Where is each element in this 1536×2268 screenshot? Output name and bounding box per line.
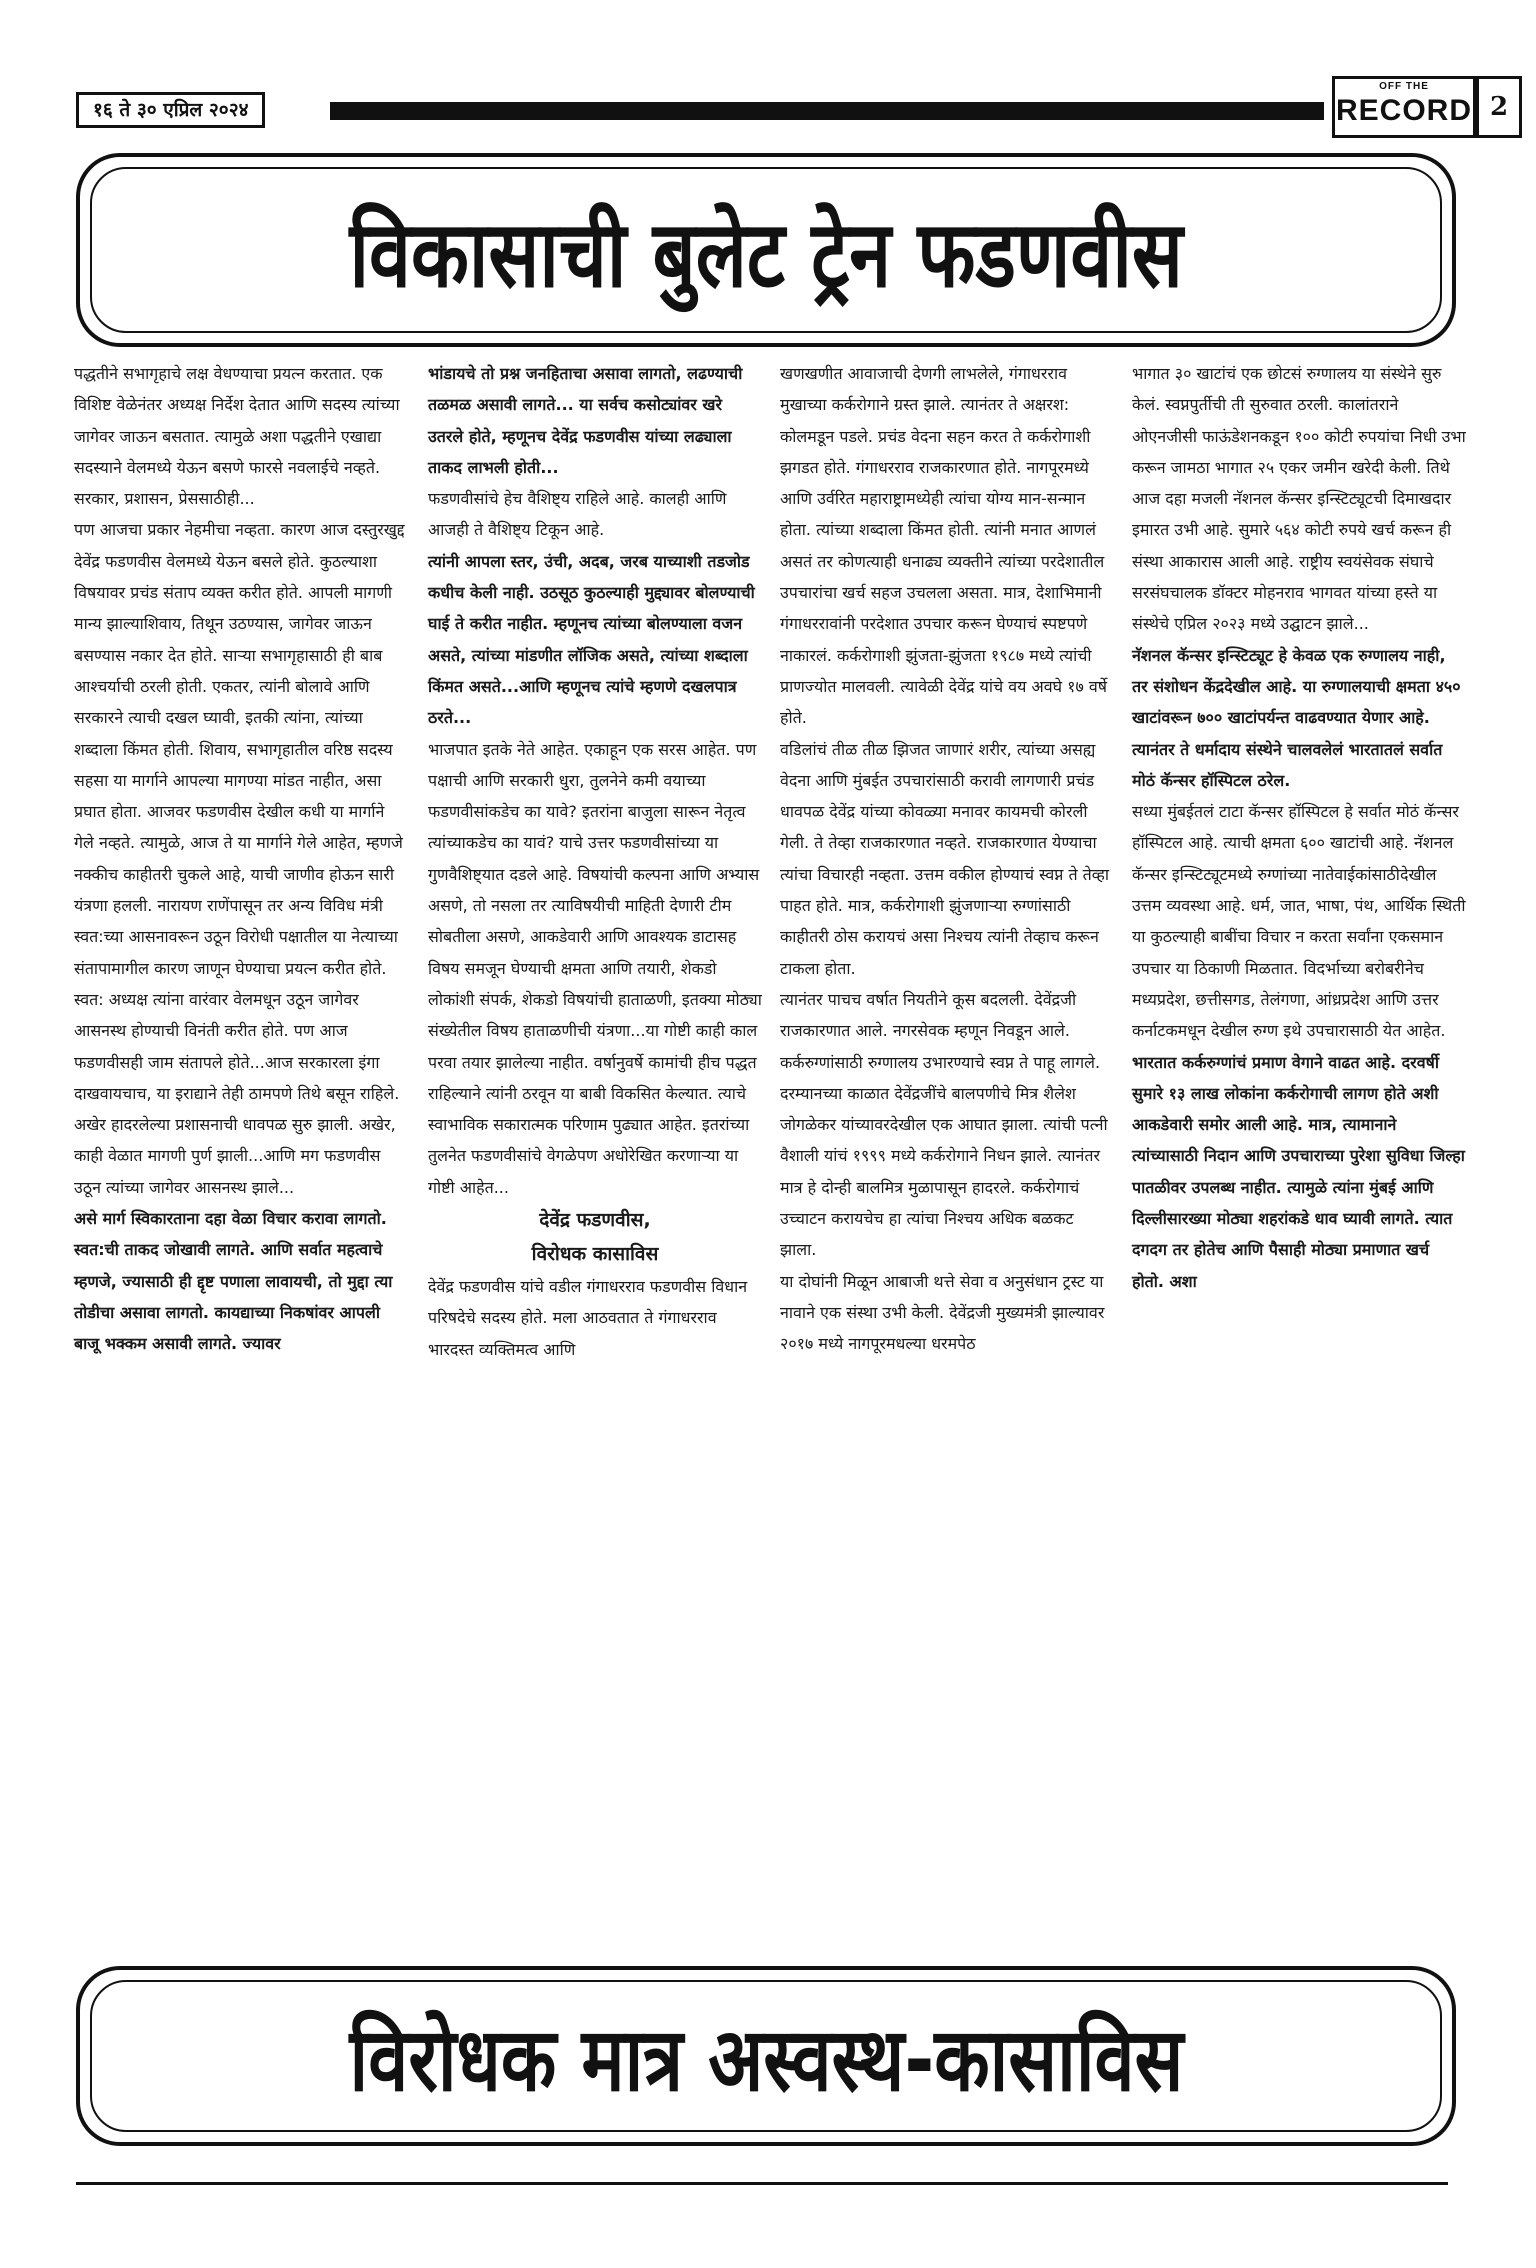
article-paragraph: सध्या मुंबईतलं टाटा कॅन्सर हॉस्पिटल हे सर्वात मोठं कॅन्सर हॉस्पिटल आहे. त्याची क्षमता ६०० खाटांची आहे. नॅशनल कॅन्सर इन्स्टिट्यूटमध्ये रुग्णांच्या नातेवाईकांसाठीदेखील उत्तम व्यवस्था आहे. धर्म, जात, भाषा, पंथ, आर्थिक स्थिती या कुठल्याही बाबींचा विचार न करता सर्वांना एकसमान उपचार या ठिकाणी मिळतात. विदर्भाच्या बरोबरीनेच मध्यप्रदेश, छत्तीसगड, तेलंगणा, आंध्रप्रदेश आणि उत्तर कर्नाटकमधून देखील रुग्ण इथे उपचारासाठी येत आहेत. [1132,802,1466,1041]
article-body [74,358,1466,1958]
article-column-1 [74,358,408,1360]
issue-date: १६ ते ३० एप्रिल २०२४ [76,92,265,128]
article-paragraph: खणखणीत आवाजाची देणगी लाभलेले, गंगाधरराव मुखाच्या कर्करोगाने ग्रस्त झाले. त्यानंतर ते अक्षरश: कोलमडून पडले. प्रचंड वेदना सहन करत ते कर्करोगाशी झगडत होते. गंगाधरराव राजकारणात होते. नागपूरमध्ये आणि उर्वरित महाराष्ट्रामध्येही त्यांचा योग्य मान-सन्मान होता. त्यांच्या शब्दाला किंमत होती. त्यांनी मनात आणलं असतं तर कोणत्याही धनाढ्य व्यक्तीने त्यांच्या परदेशातील उपचारांचा खर्च सहज उचलला असता. मात्र, देशाभिमानी गंगाधररावांनी परदेशात उपचार करून घेण्याचं स्पष्टपणे नाकारलं. कर्करोगाशी झुंजता-झुंजता १९८७ मध्ये त्यांची प्राणज्योत मालवली. त्यावेळी देवेंद्र यांचे वय अवघे १७ वर्षे होते. [780,364,1108,728]
masthead-rule [330,102,1324,120]
masthead-bar [76,81,1509,132]
article-paragraph: या दोघांनी मिळून आबाजी थत्ते सेवा व अनुसंधान ट्रस्ट या नावाने एक संस्था उभी केली. देवेंद्रजी मुख्यमंत्री झाल्यावर २०१७ मध्ये नागपूरमधल्या धरमपेठ [780,1271,1105,1354]
logo-top-text: OFF THE [1379,81,1429,92]
off-the-record-logo [1332,76,1476,138]
article-paragraph: भागात ३० खाटांचं एक छोटसं रुग्णालय या संस्थेने सुरु केलं. स्वप्नपुर्तीची ती सुरुवात ठरली. कालांतराने ओएनजीसी फाऊंडेशनकडून १०० कोटी रुपयांचा निधी उभा करून जामठा भागात २५ एकर जमीन खरेदी केली. तिथे आज दहा मजली नॅशनल कॅन्सर इन्स्टिट्यूटची दिमाखदार इमारत उभी आहे. सुमारे ५६४ कोटी रुपये खर्च करून ही संस्था आकारास आली आहे. राष्ट्रीय स्वयंसेवक संघाचे सरसंघचालक डॉक्टर मोहनराव भागवत यांच्या हस्ते या संस्थेचे एप्रिल २०२३ मध्ये उद्घाटन झाले... [1132,364,1466,634]
article-paragraph: फडणवीसांचे हेच वैशिष्ट्य राहिले आहे. कालही आणि आजही ते वैशिष्ट्य टिकून आहे. [428,489,727,540]
article-column-2 [428,358,762,1365]
article-paragraph: वडिलांचं तीळ तीळ झिजत जाणारं शरीर, त्यांच्या असह्य वेदना आणि मुंबईत उपचारांसाठी करावी लागणारी प्रचंड धावपळ देवेंद्र यांच्या कोवळ्या मनावर कायमची कोरली गेली. ते तेव्हा राजकारणात नव्हते. राजकारणात येण्याचा त्यांचा विचारही नव्हता. उत्तम वकील होण्याचं स्वप्न ते तेव्हा पाहत होते. मात्र, कर्करोगाशी झुंजणाऱ्या रुग्णांसाठी काहीतरी ठोस करायचं असा निश्चय त्यांनी तेव्हाच करून टाकला होता. [780,739,1110,978]
byline-heading: विरोधक कासाविस [531,1243,659,1266]
article-paragraph: त्यानंतर पाचच वर्षात नियतीने कूस बदलली. देवेंद्रजी राजकारणात आले. नगरसेवक म्हणून निवडून आले. कर्करुग्णांसाठी रुग्णालय उभारण्याचे स्वप्न ते पाहू लागले. दरम्यानच्या काळात देवेंद्रजींचे बालपणीचे मित्र शैलेश जोगळेकर यांच्यावरदेखील एक आघात झाला. त्यांची पत्नी वैशाली यांचं १९९९ मध्ये कर्करोगाने निधन झाले. त्यानंतर मात्र हे दोन्ही बालमित्र मुळापासून हादरले. कर्करोगाचं उच्चाटन करायचेच हा त्यांचा निश्चय अधिक बळकट झाला. [780,989,1108,1260]
article-paragraph: असे मार्ग स्विकारताना दहा वेळा विचार करावा लागतो. स्वत:ची ताकद जोखावी लागते. आणि सर्वात महत्वाचे म्हणजे, ज्यासाठी ही द्दृष्ट पणाला लावायची, तो मुद्दा त्या तोडीचा असावा लागतो. कायद्याच्या निकषांवर आपली बाजू भक्कम असावी लागते. ज्यावर [74,1209,393,1354]
article-column-3 [780,358,1114,1360]
page-number: 2 [1476,76,1522,138]
second-headline-frame [76,1966,1456,2146]
second-headline: विरोधक मात्र अस्वस्थ-कासाविस [349,2008,1183,2111]
byline-heading: देवेंद्र फडणवीस, [539,1209,651,1232]
article-paragraph: त्यांनी आपला स्तर, उंची, अदब, जरब याच्याशी तडजोड कधीच केली नाही. उठसूठ कुठल्याही मुद्द्यावर बोलण्याची घाई ते करीत नाहीत. म्हणूनच त्यांच्या बोलण्याला वजन असते, त्यांच्या मांडणीत लॉजिक असते, त्यांच्या शब्दाला किंमत असते...आणि म्हणूनच त्यांचे म्हणणे दखलपात्र ठरते... [428,551,755,728]
article-paragraph: पद्धतीने सभागृहाचे लक्ष वेधण्याचा प्रयत्न करतात. एक विशिष्ट वेळेनंतर अध्यक्ष निर्देश देतात आणि सदस्य त्यांच्या जागेवर जाऊन बसतात. त्यामुळे अशा पद्धतीने एखाद्या सदस्याने वेलमध्ये येऊन बसणे फारसे नवलाईचे नव्हते. सरकार, प्रशासन, प्रेससाठीही... [74,364,400,509]
article-paragraph: नॅशनल कॅन्सर इन्स्टिट्यूट हे केवळ एक रुग्णालय नाही, तर संशोधन केंद्रदेखील आहे. या रुग्णालयाची क्षमता ४५० खाटांवरून ७०० खाटांपर्यन्त वाढवण्यात येणार आहे. त्यानंतर ते धर्मादाय संस्थेने चालवलेलं भारतातलं सर्वात मोठं कॅन्सर हॉस्पिटल ठरेल. [1132,645,1461,790]
second-headline-inner-frame [90,1980,1442,2132]
footer-rule [76,2182,1448,2185]
article-column-4 [1132,358,1466,1297]
logo-main-text: RECORD [1335,94,1472,127]
main-headline-inner-frame [90,167,1442,333]
article-paragraph: देवेंद्र फडणवीस यांचे वडील गंगाधरराव फडणवीस विधान परिषदेचे सदस्य होते. मला आठवतात ते गंगाधरराव भारदस्त व्यक्तिमत्व आणि [428,1277,748,1359]
main-headline: विकासाची बुलेट ट्रेन फडणवीस [349,200,1183,308]
article-paragraph: भारतात कर्करुग्णांचं प्रमाण वेगाने वाढत आहे. दरवर्षी सुमारे १३ लाख लोकांना कर्करोगाची लागण होते अशी आकडेवारी समोर आली आहे. मात्र, त्यामानाने त्यांच्यासाठी निदान आणि उपचाराच्या पुरेशा सुविधा जिल्हा पातळीवर उपलब्ध नाहीत. त्यामुळे त्यांना मुंबई आणि दिल्लीसारख्या मोठ्या शहरांकडे धाव घ्यावी लागते. त्यात दगदग तर होतेच आणि पैसाही मोठ्या प्रमाणात खर्च होतो. अशा [1132,1052,1465,1291]
article-paragraph: भाजपात इतके नेते आहेत. एकाहून एक सरस आहेत. पण पक्षाची आणि सरकारी धुरा, तुलनेने कमी वयाच्या फडणवीसांकडेच का यावे? इतरांना बाजुला सारून नेतृत्व त्यांच्याकडेच का यावं? याचे उत्तर फडणवीसांच्या या गुणवैशिष्ट्यात दडले आहे. विषयांची कल्पना आणि अभ्यास असणे, तो नसला तर त्याविषयीची माहिती देणारी टीम सोबतीला असणे, आकडेवारी आणि आवश्यक डाटासह विषय समजून घेण्याची क्षमता आणि तयारी, शेकडो लोकांशी संपर्क, शेकडो विषयांची हाताळणी, इतक्या मोठ्या संख्येतील विषय हाताळणीची यंत्रणा...या गोष्टी काही काल परवा तयार झालेल्या नाहीत. वर्षानुवर्षे कामांची हीच पद्धत राहिल्याने त्यांनी ठरवून या बाबी विकसित केल्यात. त्याचे स्वाभाविक सकारात्मक परिणाम पुढ्यात आहेत. इतरांच्या तुलनेत फडणवीसांचे वेगळेपण अधोरेखित करणाऱ्या या गोष्टी आहेत... [428,739,762,1197]
article-paragraph: पण आजचा प्रकार नेहमीचा नव्हता. कारण आज दस्तुरखुद्द देवेंद्र फडणवीस वेलमध्ये येऊन बसले होते. कुठल्याशा विषयावर प्रचंड संताप व्यक्त करीत होते. आपली मागणी मान्य झाल्याशिवाय, तिथून उठण्यास, जागेवर जाऊन बसण्यास नकार देत होते. साऱ्या सभागृहासाठी ही बाब आश्चर्याची ठरली होती. एकतर, त्यांनी बोलावे आणि सरकारने त्याची दखल घ्यावी, इतकी त्यांना, त्यांच्या शब्दाला किंमत होती. शिवाय, सभागृहातील वरिष्ठ सदस्य सहसा या मार्गाने आपल्या मागण्या मांडत नाहीत, असा प्रघात होता. आजवर फडणवीस देखील कधी या मार्गाने गेले नव्हते. त्यामुळे, आज ते या मार्गाने गेले आहेत, म्हणजे नक्कीच काहीतरी चुकले आहे, याची जाणीव होऊन सारी यंत्रणा हलली. नारायण राणेंपासून तर अन्य विविध मंत्री स्वत:च्या आसनावरून उठून विरोधी पक्षातील या नेत्याच्या संतापामागील कारण जाणून घेण्याचा प्रयत्न करीत होते. स्वत: अध्यक्ष त्यांना वारंवार वेलमधून उठून जागेवर आसनस्थ होण्याची विनंती करीत होते. पण आज फडणवीसही जाम संतापले होते...आज सरकारला इंगा दाखवायचाच, या इराद्याने तेही ठामपणे तिथे बसून राहिले. अखेर हादरलेल्या प्रशासनाची धावपळ सुरु झाली. अखेर, काही वेळात मागणी पुर्ण झाली...आणि मग फडणवीस उठून त्यांच्या जागेवर आसनस्थ झाले... [74,520,405,1197]
article-paragraph: भांडायचे तो प्रश्न जनहिताचा असावा लागतो, लढण्याची तळमळ असावी लागते... या सर्वच कसोट्यांवर खरे उतरले होते, म्हणूनच देवेंद्र फडणवीस यांच्या लढ्याला ताकद लाभली होती... [428,364,743,477]
main-headline-frame [76,153,1456,347]
